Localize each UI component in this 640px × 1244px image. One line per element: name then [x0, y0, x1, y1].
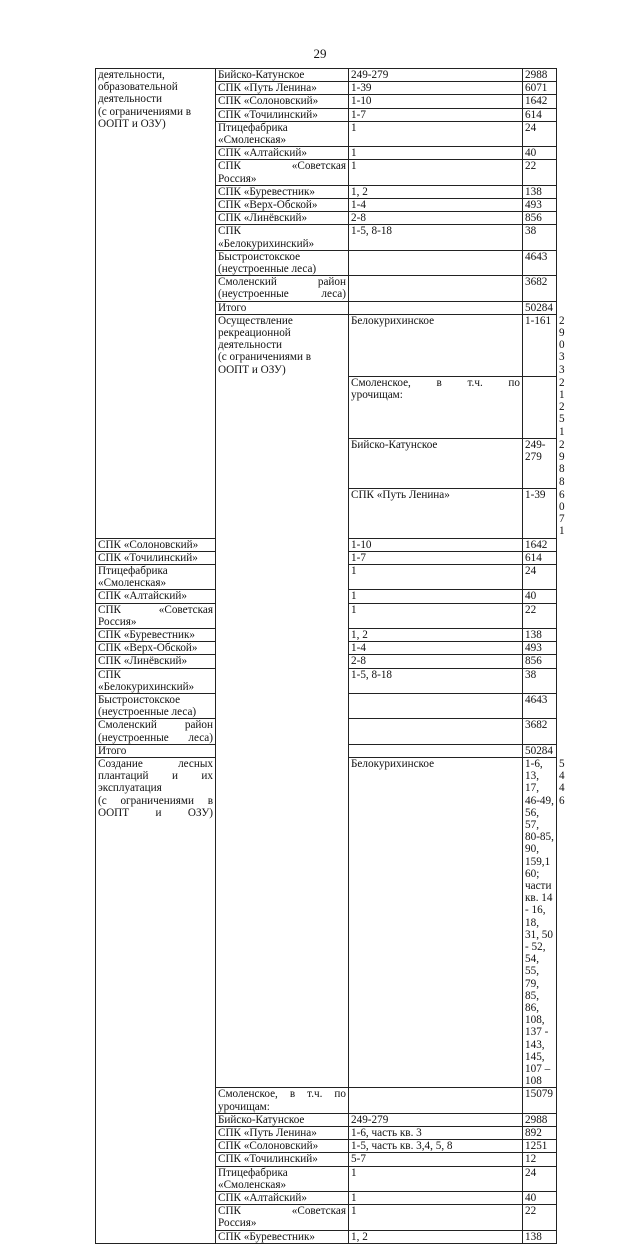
forest-area-name-cell: Белокурихинское [349, 757, 523, 1087]
forest-area-name-cell: СПК «Точилинский» [96, 551, 216, 564]
quarters-cell: 1-4 [349, 199, 523, 212]
quarters-cell: 1-7 [349, 108, 523, 121]
quarters-cell: 1-5, 8-18 [349, 668, 523, 693]
quarters-cell [349, 693, 523, 718]
area-cell: 6071 [523, 82, 557, 95]
forest-area-name-cell: СПК «Солоновский» [216, 95, 349, 108]
area-cell: 1642 [523, 538, 557, 551]
area-cell: 50284 [523, 301, 557, 314]
forest-area-name-cell: Итого [216, 301, 349, 314]
forest-area-name-cell: СПК «Солоновский» [96, 538, 216, 551]
forest-area-name-cell: Птицефабрика «Смоленская» [216, 1166, 349, 1191]
area-cell: 2988 [523, 1113, 557, 1126]
forest-area-name-cell: СПК «Линёвский» [96, 655, 216, 668]
area-cell: 614 [523, 551, 557, 564]
forest-area-name-cell: СПК «Советская Россия» [216, 1205, 349, 1230]
forest-area-name-cell: СПК «Советская Россия» [216, 160, 349, 185]
forest-area-name-cell: СПК «Алтайский» [216, 147, 349, 160]
area-cell: 24 [523, 564, 557, 589]
quarters-cell: 1 [349, 147, 523, 160]
forest-area-name-cell: Смоленское, в т.ч. по урочищам: [349, 376, 523, 438]
area-cell: 138 [523, 628, 557, 641]
quarters-cell [349, 744, 523, 757]
forest-area-name-cell: СПК «Советская Россия» [96, 603, 216, 628]
forest-area-name-cell: Итого [96, 744, 216, 757]
quarters-cell: 1-6, часть кв. 3 [349, 1127, 523, 1140]
forest-area-name-cell: Быстроистокское (неустроенные леса) [96, 693, 216, 718]
quarters-cell: 1, 2 [349, 185, 523, 198]
forest-area-name-cell: Быстроистокское (неустроенные леса) [216, 250, 349, 275]
area-cell: 38 [523, 225, 557, 250]
quarters-cell [523, 376, 557, 438]
area-cell: 856 [523, 212, 557, 225]
quarters-cell: 1 [349, 590, 523, 603]
forest-area-name-cell: СПК «Буревестник» [96, 628, 216, 641]
quarters-cell: 1 [349, 1205, 523, 1230]
table-row: Бийско-Катунское 249-279 2988 [96, 438, 557, 488]
area-cell: 4643 [523, 693, 557, 718]
forest-area-name-cell: СПК «Алтайский» [216, 1192, 349, 1205]
quarters-cell: 2-8 [349, 212, 523, 225]
forest-area-name-cell: СПК «Белокурихинский» [96, 668, 216, 693]
forest-use-table [95, 68, 565, 1244]
area-cell: 493 [523, 199, 557, 212]
forest-area-name-cell: СПК «Точилинский» [216, 108, 349, 121]
forest-area-name-cell: Белокурихинское [349, 314, 523, 376]
area-cell: 40 [523, 590, 557, 603]
page-number: 29 [313, 46, 327, 61]
forest-area-name-cell: Смоленский район (неустроенные леса) [96, 719, 216, 744]
area-cell: 138 [523, 1230, 557, 1243]
area-cell: 15079 [523, 1088, 557, 1113]
quarters-cell: 1 [349, 603, 523, 628]
area-cell: 3682 [523, 719, 557, 744]
area-cell: 3682 [523, 276, 557, 301]
forest-area-name-cell: Бийско-Катунское [349, 438, 523, 488]
quarters-cell: 1 [349, 160, 523, 185]
forest-area-name-cell: СПК «Линёвский» [216, 212, 349, 225]
table-row: Смоленское, в т.ч. по урочищам: 21251 [96, 376, 557, 438]
quarters-cell: 5-7 [349, 1153, 523, 1166]
quarters-cell: 1 [349, 1192, 523, 1205]
forest-area-name-cell: Смоленский район (неустроенные леса) [216, 276, 349, 301]
quarters-cell: 1 [349, 1166, 523, 1191]
area-cell: 24 [523, 121, 557, 146]
purpose-cell: деятельности, образовательной деятельности (с ограничениями в ООПТ и ОЗУ) [96, 69, 216, 539]
table-row: Осуществление рекреационной деятельности (с ограничениями в ООПТ и ОЗУ) Белокурихинское 1-161 29033 [96, 314, 557, 376]
area-cell: 4643 [523, 250, 557, 275]
forest-area-name-cell: Бийско-Катунское [216, 69, 349, 82]
forest-area-name-cell: СПК «Верх-Обской» [216, 199, 349, 212]
quarters-cell: 249-279 [349, 1113, 523, 1126]
area-cell: 856 [523, 655, 557, 668]
quarters-cell [349, 250, 523, 275]
quarters-cell: 1-39 [523, 488, 557, 538]
quarters-cell: 1-161 [523, 314, 557, 376]
quarters-cell [349, 276, 523, 301]
table-row [96, 69, 557, 82]
area-cell: 892 [523, 1127, 557, 1140]
quarters-cell [349, 1088, 523, 1113]
quarters-cell: 1-39 [349, 82, 523, 95]
area-cell: 38 [523, 668, 557, 693]
area-cell: 2988 [523, 69, 557, 82]
area-cell: 40 [523, 147, 557, 160]
forest-area-name-cell: СПК «Белокурихинский» [216, 225, 349, 250]
area-cell: 614 [523, 108, 557, 121]
quarters-cell: 1 [349, 121, 523, 146]
forest-area-name-cell: СПК «Алтайский» [96, 590, 216, 603]
table-row: Создание лесных плантаций и их эксплуатация (с ограничениями в ООПТ и ОЗУ) Белокурихинское 1-6, 13, 17, 46-49, 56, 57, 80-85, 90, 159,160; части кв. 14 - 16, 18, 31, 50 - 52, 54, 55, 79, 85, 86, 108, 137 - 143, 145, 107 – 108 5446 [96, 757, 557, 1087]
quarters-cell: 1 [349, 564, 523, 589]
quarters-cell: 1-7 [349, 551, 523, 564]
area-cell: 138 [523, 185, 557, 198]
area-cell: 22 [523, 1205, 557, 1230]
quarters-cell: 2-8 [349, 655, 523, 668]
area-cell: 50284 [523, 744, 557, 757]
area-cell: 1251 [523, 1140, 557, 1153]
area-cell: 40 [523, 1192, 557, 1205]
forest-area-name-cell: Птицефабрика «Смоленская» [96, 564, 216, 589]
quarters-cell: 1-6, 13, 17, 46-49, 56, 57, 80-85, 90, 159,160; части кв. 14 - 16, 18, 31, 50 - 52, 54, 55, 79, 85, 86, 108, 137 - 143, 145, 107 – 108 [523, 757, 557, 1087]
forest-area-name-cell: СПК «Путь Ленина» [216, 1127, 349, 1140]
quarters-cell [349, 719, 523, 744]
quarters-cell: 1, 2 [349, 1230, 523, 1243]
forest-area-name-cell: Птицефабрика «Смоленская» [216, 121, 349, 146]
area-cell: 22 [523, 160, 557, 185]
forest-area-name-cell: СПК «Солоновский» [216, 1140, 349, 1153]
forest-area-name-cell: СПК «Путь Ленина» [216, 82, 349, 95]
quarters-cell: 249-279 [523, 438, 557, 488]
purpose-cell: Осуществление рекреационной деятельности (с ограничениями в ООПТ и ОЗУ) [216, 314, 349, 1088]
forest-area-name-cell: СПК «Буревестник» [216, 1230, 349, 1243]
quarters-cell: 1-5, часть кв. 3,4, 5, 8 [349, 1140, 523, 1153]
area-cell: 1642 [523, 95, 557, 108]
area-cell: 24 [523, 1166, 557, 1191]
area-cell: 12 [523, 1153, 557, 1166]
quarters-cell: 1-10 [349, 95, 523, 108]
table-body [96, 69, 565, 1244]
forest-area-name-cell: СПК «Точилинский» [216, 1153, 349, 1166]
area-cell: 493 [523, 642, 557, 655]
quarters-cell: 249-279 [349, 69, 523, 82]
quarters-cell [349, 301, 523, 314]
quarters-cell: 1-5, 8-18 [349, 225, 523, 250]
table-row: СПК «Путь Ленина» 1-39 6071 [96, 488, 557, 538]
area-cell: 22 [523, 603, 557, 628]
quarters-cell: 1-4 [349, 642, 523, 655]
forest-area-name-cell: СПК «Буревестник» [216, 185, 349, 198]
forest-area-name-cell: СПК «Верх-Обской» [96, 642, 216, 655]
forest-area-name-cell: Бийско-Катунское [216, 1113, 349, 1126]
forest-area-name-cell: Смоленское, в т.ч. по урочищам: [216, 1088, 349, 1113]
forest-area-name-cell: СПК «Путь Ленина» [349, 488, 523, 538]
quarters-cell: 1-10 [349, 538, 523, 551]
purpose-cell: Создание лесных плантаций и их эксплуатация (с ограничениями в ООПТ и ОЗУ) [96, 757, 216, 1243]
quarters-cell: 1, 2 [349, 628, 523, 641]
